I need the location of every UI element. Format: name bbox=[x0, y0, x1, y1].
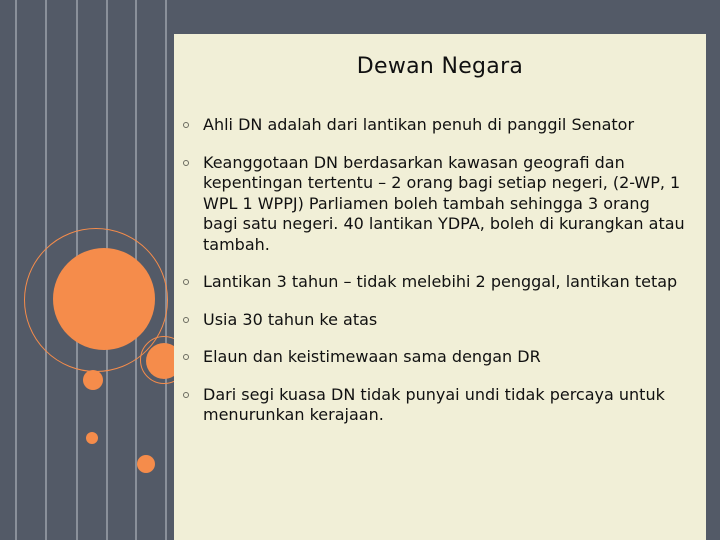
bullet-icon bbox=[183, 317, 189, 323]
decorative-dot bbox=[86, 432, 98, 444]
bullet-text: Dari segi kuasa DN tidak punyai undi tidak percaya untuk menurunkan kerajaan. bbox=[203, 384, 665, 424]
bullet-item bbox=[174, 310, 706, 331]
bullet-text: Usia 30 tahun ke atas bbox=[203, 309, 378, 329]
decorative-stripe bbox=[15, 0, 17, 540]
decorative-circle-small bbox=[83, 370, 103, 390]
bullet-text: Lantikan 3 tahun – tidak melebihi 2 penggal, lantikan tetap bbox=[203, 272, 678, 291]
bullet-icon bbox=[183, 279, 189, 285]
bullet-list bbox=[174, 110, 706, 426]
bullet-text: Keanggotaan DN berdasarkan kawasan geografi dan kepentingan tertentu – 2 orang bagi setiap negeri, (2-WP, 1 WPL 1 WPPJ) Parliamen boleh tambah sehingga 3 orang bagi satu negeri. 40 lantikan YDPA, boleh di kurangkan atau tambah. bbox=[203, 152, 685, 254]
bullet-icon bbox=[183, 354, 189, 360]
bullet-item bbox=[174, 385, 706, 426]
bullet-item bbox=[174, 272, 706, 293]
bullet-item bbox=[174, 153, 706, 256]
bullet-icon bbox=[183, 392, 189, 398]
decorative-circle-bottom bbox=[137, 455, 155, 473]
slide-title: Dewan Negara bbox=[356, 54, 524, 79]
bullet-text: Ahli DN adalah dari lantikan penuh di panggil Senator bbox=[203, 115, 635, 134]
bullet-item bbox=[174, 115, 706, 136]
bullet-icon bbox=[183, 122, 189, 128]
bullet-icon bbox=[183, 160, 189, 166]
decorative-stripe bbox=[165, 0, 167, 540]
bullet-text: Elaun dan keistimewaan sama dengan DR bbox=[203, 347, 541, 366]
content-panel bbox=[174, 34, 706, 540]
bullet-item bbox=[174, 347, 706, 368]
